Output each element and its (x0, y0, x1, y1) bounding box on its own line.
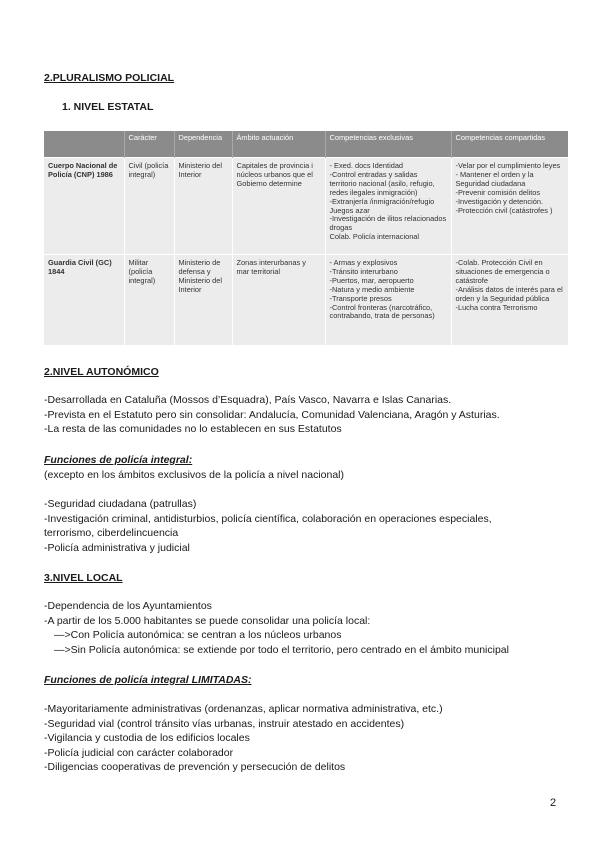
text-line: -Seguridad vial (control tránsito vías urbanas, instruir atestado en accidentes) (44, 717, 405, 730)
text-line: -Diligencias cooperativas de prevención y persecución de delitos (44, 761, 346, 774)
cell-line: -Extranjería /inmigración/refugio (329, 196, 435, 206)
cell-line: -Investigación de ilitos relacionados drogas (329, 214, 447, 233)
text-line: —>Sin Policía autonómica: se extiende por todo el territorio, pero centrado en el ámbito municipal (54, 643, 509, 656)
table-header-cell: Carácter (124, 131, 174, 158)
table-cell: Ministerio del Interior (174, 158, 232, 255)
autonomico-paragraph (44, 393, 500, 437)
autonomico-funciones-list (44, 497, 492, 555)
table-header-cell: Competencias compartidas (451, 131, 568, 158)
funciones-title: Funciones de policía integral: (44, 454, 193, 466)
local-funciones-list (44, 702, 443, 775)
table-row (44, 255, 568, 346)
text-line: -Vigilancia y custodia de los edificios locales (44, 732, 250, 745)
text-line: -Policía judicial con carácter colaborador (44, 746, 234, 759)
text-line: -Seguridad ciudadana (patrullas) (44, 498, 197, 510)
text-line: -A partir de los 5.000 habitantes se puede consolidar una policía local: (44, 614, 371, 627)
local-funciones-title-block (44, 673, 252, 688)
row-title: Cuerpo Nacional de Policía (CNP) 1986 (44, 158, 124, 255)
table-cell: Civil (policía integral) (124, 158, 174, 255)
table-row (44, 158, 568, 255)
cell-line: -Protección civil (catástrofes ) (455, 205, 553, 215)
table-cell (325, 158, 451, 255)
text-line: -Investigación criminal, antidisturbios, policía científica, colaboración en operaciones especiales, (44, 512, 492, 525)
table-cell (451, 158, 568, 255)
text-line: (excepto en los ámbitos exclusivos de la policía a nivel nacional) (44, 468, 344, 481)
text-line: -Policía administrativa y judicial (44, 541, 190, 554)
table-header-cell: Competencias exclusivas (325, 131, 451, 158)
cell-line: - Mantener el orden y la Seguridad ciudadana (455, 169, 534, 188)
table-cell: Ministerio de defensa y Ministerio del Interior (174, 255, 232, 346)
table-cell: Militar (policía integral) (124, 255, 174, 346)
text-line: -Dependencia de los Ayuntamientos (44, 600, 212, 612)
table-cell: Capitales de provincia i núcleos urbanos que el Gobierno determine (232, 158, 325, 255)
table-header-row (44, 131, 568, 158)
text-line: -Mayoritariamente administrativas (ordenanzas, aplicar normativa administrativa, etc.) (44, 703, 443, 715)
table-header-cell: Dependencia (174, 131, 232, 158)
funciones-title: Funciones de policía integral LIMITADAS: (44, 674, 252, 686)
cell-line: - Armas y explosivos (329, 258, 398, 267)
section-heading-autonomico: 2.NIVEL AUTONÓMICO (44, 366, 159, 378)
cell-line: -Natura y medio ambiente (329, 284, 415, 294)
table-cell (451, 255, 568, 346)
cell-line: -Puertos, mar, aeropuerto (329, 275, 414, 285)
autonomico-funciones (44, 453, 344, 482)
cell-line: Colab. Policía internacional (329, 232, 420, 242)
cell-line: -Análisis datos de interés para el orden y la Seguridad pública (455, 284, 563, 303)
table-header-cell: Ámbito actuación (232, 131, 325, 158)
row-title: Guardia Civil (GC) 1844 (44, 255, 124, 346)
subheading-nivel-estatal: 1. NIVEL ESTATAL (62, 101, 154, 113)
local-paragraph (44, 599, 509, 657)
police-comparison-table (44, 131, 568, 345)
cell-line: - Exed. docs Identidad (329, 161, 404, 170)
cell-line: -Colab. Protección Civil en situaciones de emergencia o catástrofe (455, 258, 550, 285)
text-line: —>Con Policía autonómica: se centran a los núcleos urbanos (54, 629, 342, 642)
page-number: 2 (550, 797, 557, 809)
cell-line: -Control entradas y salidas territorio nacional (asilo, refugio, redes ilegales inmigración) (329, 169, 435, 197)
cell-line: Juegos azar (329, 205, 370, 215)
cell-line: -Transporte presos (329, 293, 392, 303)
text-line: terrorismo, ciberdelincuencia (44, 527, 179, 540)
cell-line: -Investigación y detención. (455, 196, 544, 206)
table-header-cell (44, 131, 124, 158)
cell-line: -Tránsito interurbano (329, 266, 398, 276)
cell-line: -Control fronteras (narcotráfico, contrabando, trata de personas) (329, 302, 435, 321)
text-line: -Prevista en el Estatuto pero sin consolidar: Andalucía, Comunidad Valenciana, Aragón y Asturias. (44, 408, 500, 421)
section-heading-local: 3.NIVEL LOCAL (44, 572, 123, 584)
cell-line: -Velar por el cumplimiento leyes (455, 161, 561, 170)
text-line: -La resta de las comunidades no lo establecen en sus Estatutos (44, 423, 342, 436)
cell-line: -Lucha contra Terrorismo (455, 302, 538, 312)
table-cell (325, 255, 451, 346)
table-cell: Zonas interurbanas y mar territorial (232, 255, 325, 346)
cell-line: -Prevenir comisión delitos (455, 187, 541, 197)
text-line: -Desarrollada en Cataluña (Mossos d’Esquadra), País Vasco, Navarra e Islas Canarias. (44, 394, 452, 406)
section-heading-pluralismo: 2.PLURALISMO POLICIAL (44, 72, 175, 84)
